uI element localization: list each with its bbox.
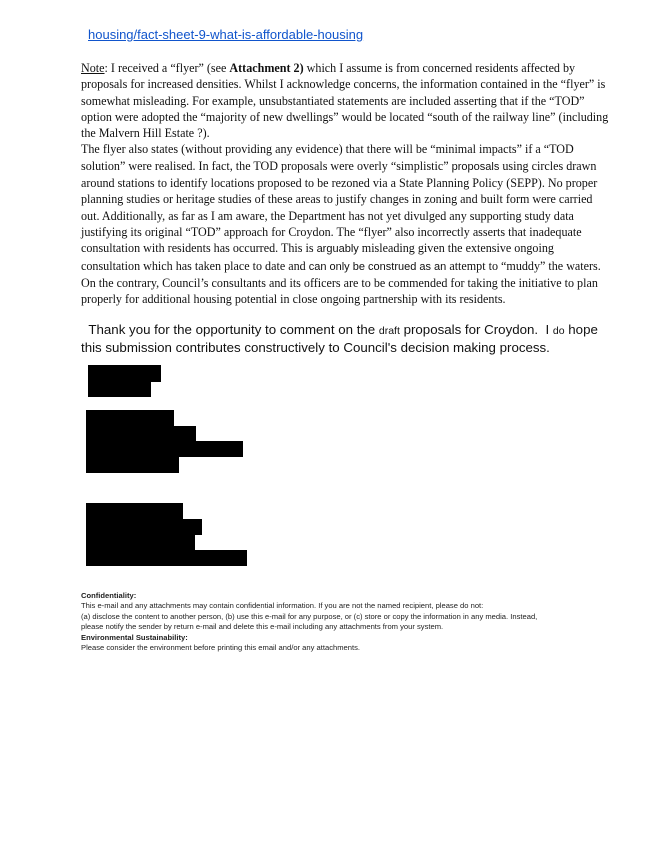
note-label: Note bbox=[81, 61, 105, 75]
disclaimer-line-3: please notify the sender by return e-mail and delete this e-mail including any attachments from your system. bbox=[81, 622, 444, 632]
letter-body bbox=[81, 60, 613, 307]
construed-phrase: can only be construed as an bbox=[308, 260, 447, 273]
do-word: do bbox=[552, 325, 565, 337]
environmental-heading: Environmental Sustainability: bbox=[81, 632, 188, 642]
note-text-2: which I assume is from concerned residents affected by proposals for increased densities. Whilst I acknowledge concerns, the information contained in the “flyer” is somewhat misleading. For example, unsubstantiated statements are included asserting that if the “TOD” option were adopted the “majority of new dwellings” would be located “south of the railway line” (including the Malvern Hill Estate ?). bbox=[81, 61, 609, 141]
note-paragraph bbox=[81, 60, 613, 141]
confidentiality-heading: Confidentiality: bbox=[81, 591, 137, 600]
flyer-paragraph bbox=[81, 141, 613, 307]
flyer-text-4: attempt to “muddy” the waters. On the contrary, Council’s consultants and its officers are to be commended for taking the initiative to plan properly for additional housing potential in close ongoing partnership with its residents. bbox=[81, 258, 601, 307]
email-disclaimer bbox=[81, 591, 621, 653]
thanks-text-2: proposals for Croydon. I bbox=[399, 322, 553, 337]
flyer-text-3: misleading given the extensive ongoing consultation which has taken place to date and bbox=[81, 241, 554, 273]
flyer-text-2: using circles drawn around stations to identify locations proposed to be rezoned via a State Planning Policy (SEPP). No proper planning studies or heritage studies of these areas to justify changes in zoning and built form were carried out. Additionally, as far as I am aware, the Department has not yet divulged any supporting study data justifying its original “TOD” approach for Croydon. The “flyer” also incorrectly asserts that inadequate consultation with residents has occurred. This is bbox=[81, 158, 598, 256]
thanks-text-1: Thank you for the opportunity to comment on the bbox=[81, 322, 379, 337]
disclaimer-line-1: This e-mail and any attachments may contain confidential information. If you are not the named recipient, please do not: bbox=[81, 601, 484, 611]
environment-line: Please consider the environment before printing this email and/or any attachments. bbox=[81, 643, 361, 653]
proposals-word: proposals bbox=[451, 160, 500, 173]
arguably-word: arguably bbox=[316, 243, 359, 256]
flyer-text-1: The flyer also states (without providing any evidence) that there will be “minimal impacts” if a “TOD solution” were realised. In fact, the TOD proposals were overly “simplistic” bbox=[81, 142, 574, 173]
disclaimer-line-2: (a) disclose the content to another person, (b) use this e-mail for any purpose, or (c) store or copy the information in any media. Instead, bbox=[81, 611, 538, 621]
attachment-reference: Attachment 2) bbox=[229, 61, 304, 75]
thanks-text-3: hope this submission contributes constructively to Council's decision making process. bbox=[81, 322, 598, 355]
note-text-1: : I received a “flyer” (see bbox=[104, 61, 230, 75]
draft-word: draft bbox=[378, 325, 400, 337]
affordable-housing-link[interactable]: housing/fact-sheet-9-what-is-affordable-housing bbox=[88, 27, 364, 42]
thanks-paragraph bbox=[81, 322, 621, 355]
